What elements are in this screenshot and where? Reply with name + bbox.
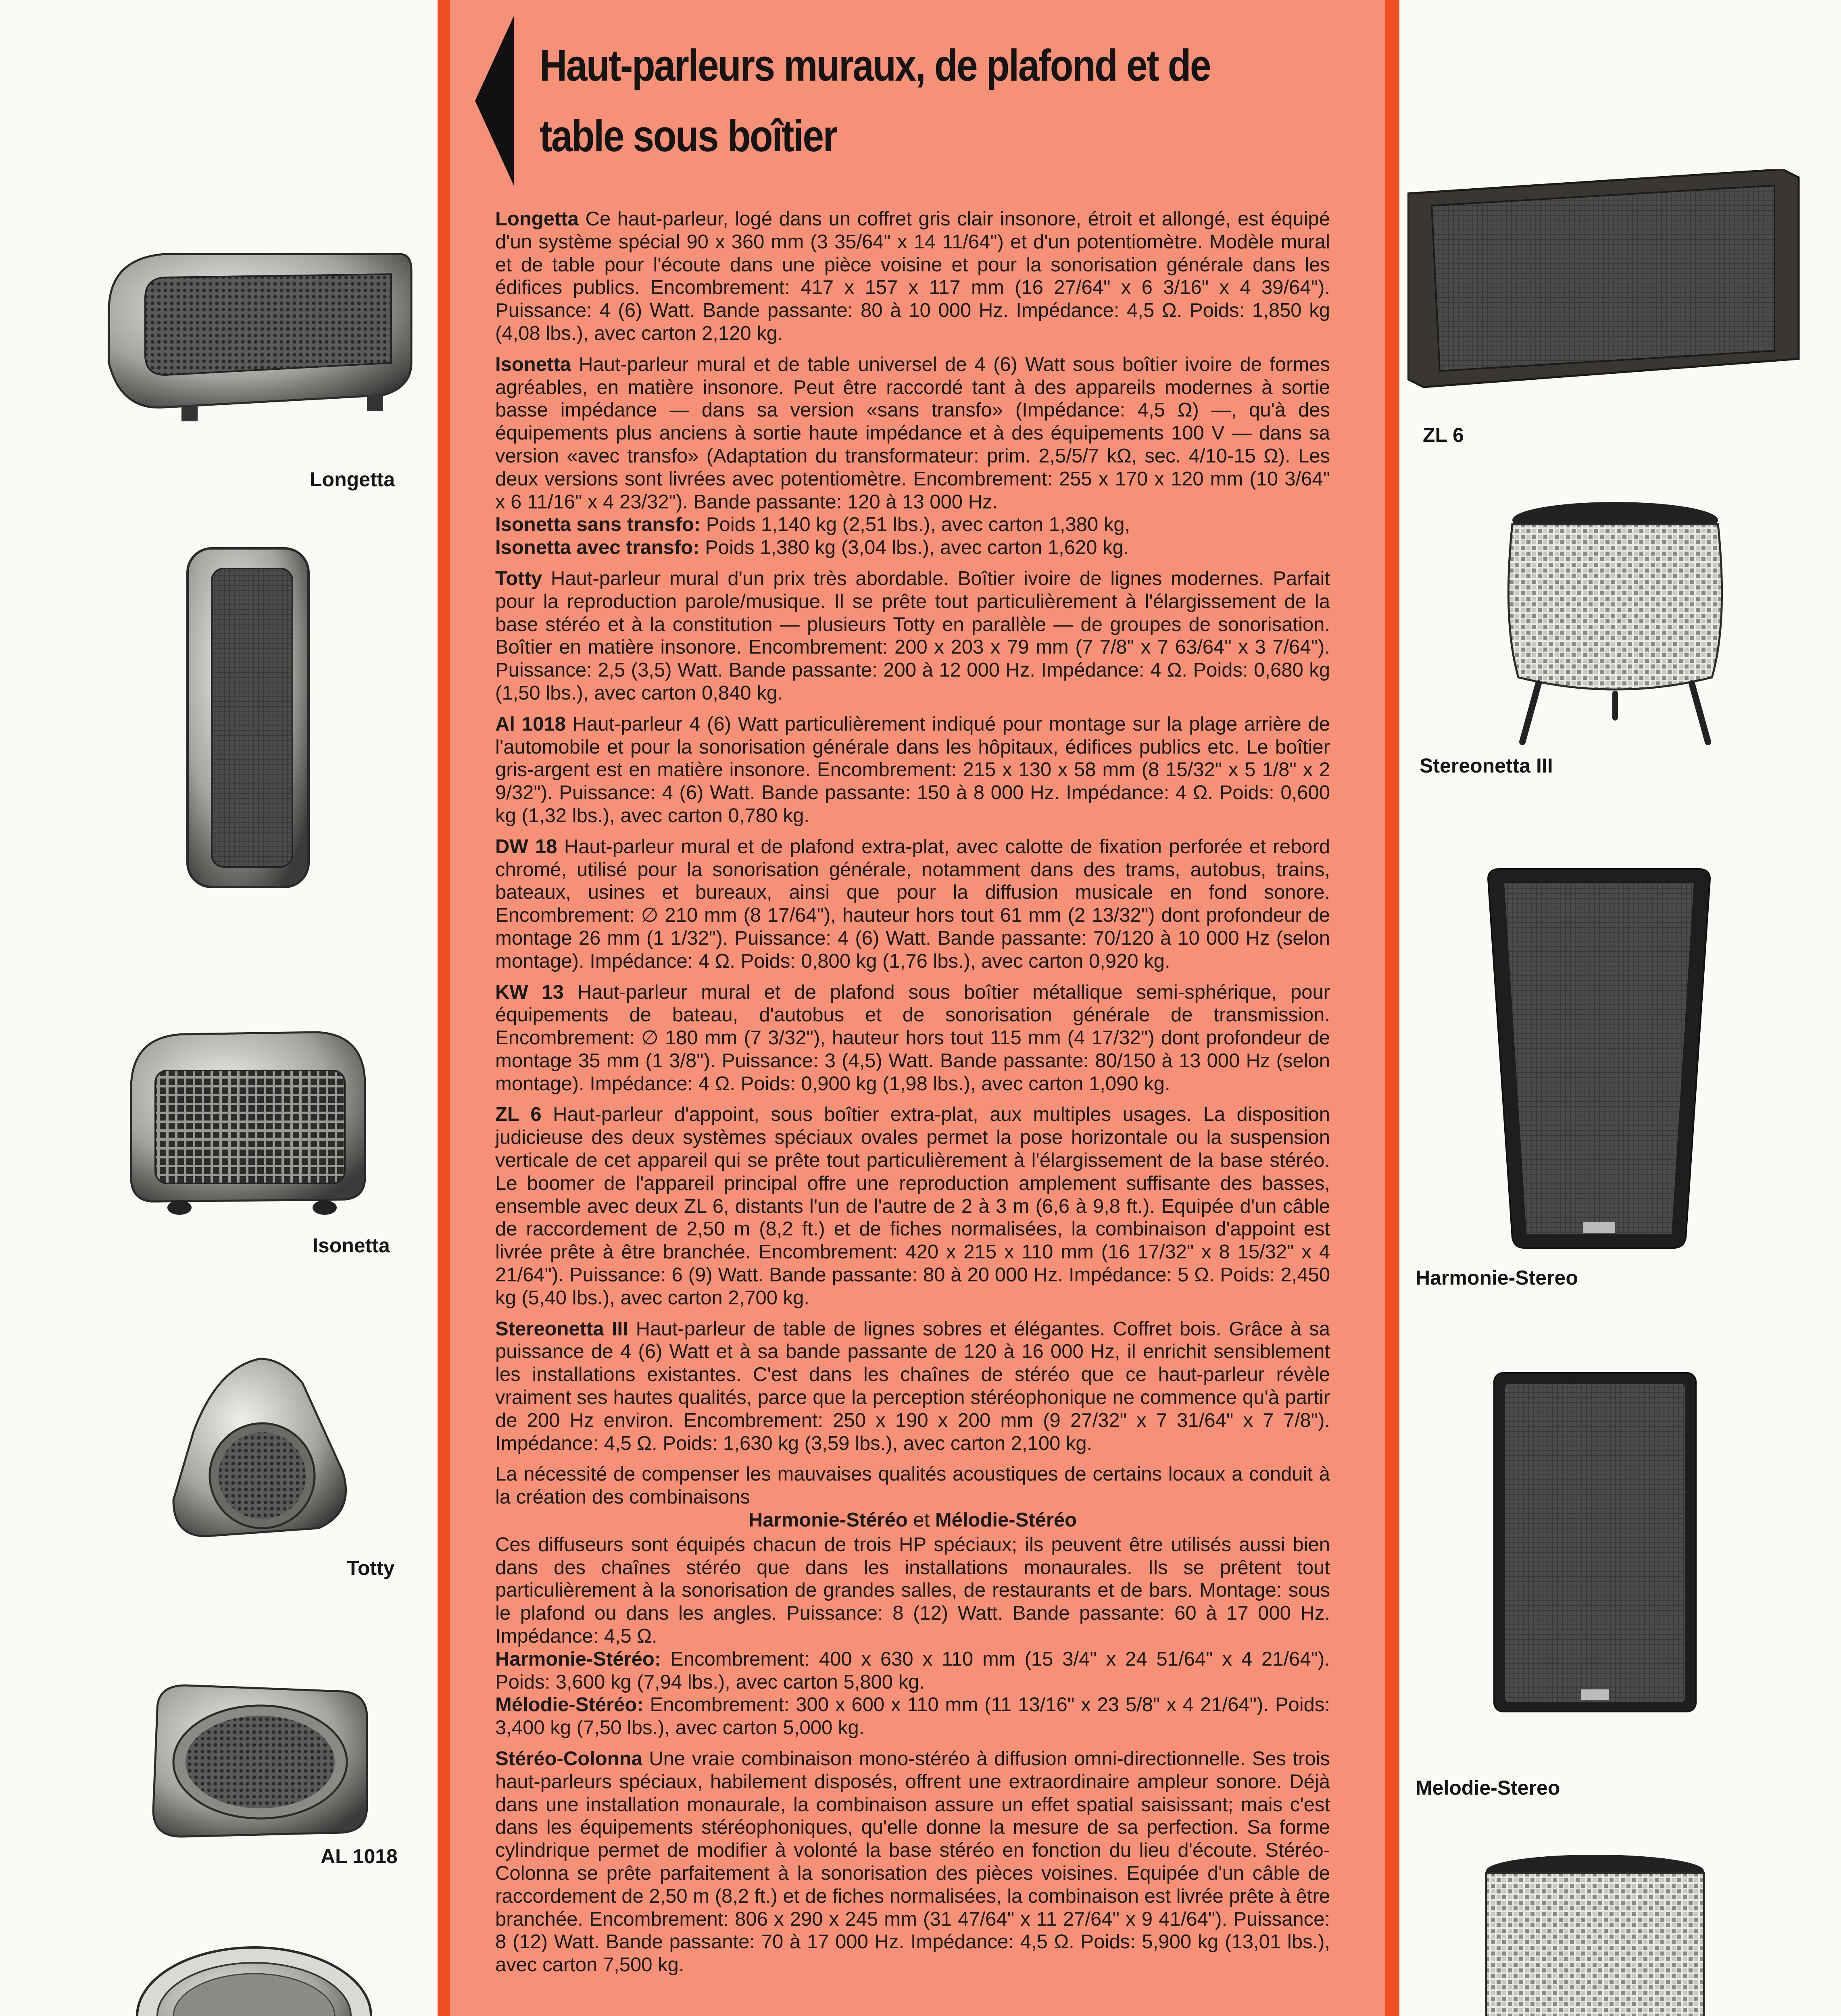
product-dw18 bbox=[133, 1943, 375, 2016]
product-harmonie bbox=[1476, 867, 1722, 1250]
page-title bbox=[540, 30, 1233, 171]
paragraph-dw18: DW 18 Haut-parleur mural et de plafond extra-plat, avec calotte de fixation perforée et rebord chromé, utilisé pour la sonorisation générale, notamment dans des trams, autobus, trains, bateaux, usines et bureaux, ainsi que pour la diffusion musicale en fond sonore. Encombrement: ∅ 210 mm (8 17/64"), hauteur hors tout 61 mm (2 13/32") dont profondeur de montage 26 mm (1 1/32"). Puissance: 4 (6) Watt. Bande passante: 70/120 à 10 000 Hz (selon montage). Impédance: 4 Ω. Poids: 0,800 kg (1,76 lbs.), avec carton 0,920 kg. bbox=[495, 835, 1330, 972]
product-name: KW 13 bbox=[495, 981, 564, 1003]
product-name: Stéréo-Colonna bbox=[495, 1748, 642, 1770]
product-melodie bbox=[1492, 1371, 1698, 1714]
paragraph-zl6: ZL 6 Haut-parleur d'appoint, sous boîtier extra-plat, aux multiples usages. La disposition judicieuse des deux systèmes spéciaux ovales permet la pose horizontale ou la suspension verticale de cet appareil qui se prête tout particulièrement à l'élargissement de la base stéréo. Le boomer de l'appareil principal offre une reproduction amplement suffisante des basses, ensemble avec deux ZL 6, distants l'un de l'autre de 2 à 3 m (6,6 à 9,8 ft.). Equipée d'un câble de raccordement de 2,50 m (8,2 ft.) et de fiches normalisées, la combinaison d'appoint est livrée prête à être branchée. Encombrement: 420 x 215 x 110 mm (16 17/32" x 8 15/32" x 4 21/64"). Puissance: 6 (9) Watt. Bande passante: 80 à 20 000 Hz. Impédance: 5 Ω. Poids: 2,450 kg (5,40 lbs.), avec carton 2,700 kg. bbox=[495, 1104, 1330, 1309]
product-name: Longetta bbox=[495, 208, 579, 230]
title-line-2: table sous boîtier bbox=[540, 111, 837, 161]
paragraph-isonetta: Isonetta Haut-parleur mural et de table universel de 4 (6) Watt sous boîtier ivoire de formes agréables, en matière insonore. Peut être raccordé tant à des appareils modernes à sortie basse impédance — dans sa version «sans transfo» (Impédance: 4,5 Ω) —, qu'à des équipements plus anciens à sortie haute impédance et à des équipements 100 V — dans sa version «avec transfo» (Adaptation du transformateur: prim. 2,5/5/7 kΩ, sec. 4/10-15 Ω). Les deux versions sont livrées avec potentiomètre. Encombrement: 255 x 170 x 120 mm (10 3/64" x 6 11/16" x 4 23/32"). Bande passante: 120 à 13 000 Hz. bbox=[495, 353, 1330, 513]
colonna-speaker-icon bbox=[1462, 1855, 1720, 2016]
product-name: Isonetta bbox=[495, 353, 571, 375]
title-line-1: Haut-parleurs muraux, de plafond et de bbox=[540, 41, 1210, 90]
caption-melodie: Melodie-Stereo bbox=[1416, 1776, 1560, 1799]
isonetta-speaker-icon bbox=[183, 544, 313, 891]
product-stereonetta bbox=[1486, 500, 1744, 750]
melodie-speaker-icon bbox=[1492, 1371, 1698, 1714]
caption-stereonetta: Stereonetta III bbox=[1420, 754, 1553, 777]
product-colonna bbox=[1462, 1855, 1720, 2016]
paragraph-harmonie: Harmonie-Stéréo: Encombrement: 400 x 630 x 110 mm (15 3/4" x 24 51/64" x 4 21/64"). Poids: 3,600 kg (7,94 lbs.), avec carton 5,800 kg. bbox=[495, 1648, 1330, 1693]
product-isonetta bbox=[123, 1024, 373, 1218]
paragraph-stereonetta: Stereonetta III Haut-parleur de table de lignes sobres et élégantes. Coffret bois. Grâce à sa puissance de 4 (6) Watt et à sa bande passante de 120 à 16 000 Hz, il enrichit sensiblement les installations existantes. C'est dans les chaînes de stéréo que ce haut-parleur révèle vraiment ses hautes qualités, parce que la perception stéréophonique ne commence qu'à partir de 200 Hz environ. Encombrement: 250 x 190 x 200 mm (9 27/32" x 7 31/64" x 7 7/8"). Impédance: 4,5 Ω. Poids: 1,630 kg (3,59 lbs.), avec carton 2,100 kg. bbox=[495, 1318, 1330, 1454]
product-name: Totty bbox=[495, 567, 542, 589]
totty-speaker-icon bbox=[165, 1351, 355, 1544]
paragraph-isonetta-avec: Isonetta avec transfo: Poids 1,380 kg (3,04 lbs.), avec carton 1,620 kg. bbox=[495, 537, 1129, 559]
isonetta-table-speaker-icon bbox=[123, 1024, 373, 1218]
paragraph-combinaisons: Ces diffuseurs sont équipés chacun de trois HP spéciaux; ils peuvent être utilisés aussi bien dans des chaînes stéréo que dans les installations monaurales. Ils se prêtent tout particulièrement à la sonorisation de grandes salles, de restaurants et de bars. Montage: sous le plafond ou dans les angles. Puissance: 8 (12) Watt. Bande passante: 60 à 17 000 Hz. Impédance: 4,5 Ω. bbox=[495, 1533, 1330, 1647]
product-name: Isonetta sans transfo: bbox=[495, 514, 701, 536]
product-name: Stereonetta III bbox=[495, 1318, 628, 1340]
caption-totty: Totty bbox=[347, 1557, 395, 1579]
caption-al1018: AL 1018 bbox=[321, 1845, 398, 1868]
paragraph-longetta: Longetta Ce haut-parleur, logé dans un coffret gris clair insonore, étroit et allongé, est équipé d'un système spécial 90 x 360 mm (3 35/64" x 14 11/64") et d'un potentiomètre. Modèle mural et de table pour l'écoute dans une pièce voisine et pour la sonorisation générale dans les édifices publics. Encombrement: 417 x 157 x 117 mm (16 27/64" x 6 3/16" x 4 39/64"). Puissance: 4 (6) Watt. Bande passante: 80 à 10 000 Hz. Impédance: 4,5 Ω. Poids: 1,850 kg (4,08 lbs.), avec carton 2,120 kg. bbox=[495, 208, 1330, 344]
product-name: DW 18 bbox=[495, 835, 557, 858]
caption-longetta: Longetta bbox=[310, 468, 395, 491]
product-isonetta-vertical bbox=[183, 544, 313, 891]
al1018-speaker-icon bbox=[141, 1677, 375, 1843]
paragraph-colonna: Stéréo-Colonna Une vraie combinaison mono-stéréo à diffusion omni-directionnelle. Ses trois haut-parleurs spéciaux, habilement disposés, offrent une extraordinaire ampleur sonore. Déjà dans une installation monaurale, la combinaison assure un effet spatial saisissant; mais c'est dans les équipements stéréophoniques, qu'elle donne la mesure de sa perfection. Sa forme cylindrique permet de modifier à volonté la base stéréo en fonction du lieu d'écoute. Stéréo-Colonna se prête parfaitement à la sonorisation des pièces voisines. Equipée d'un câble de raccordement de 2,50 m (8,2 ft.) et de fiches normalisées, la combinaison est livrée prête à être branchée. Encombrement: 806 x 290 x 245 mm (31 47/64" x 11 27/64" x 9 41/64"). Puissance: 8 (12) Watt. Bande passante: 70 à 17 000 Hz. Impédance: 4,5 Ω. Poids: 5,900 kg (13,01 lbs.), avec carton 7,500 kg. bbox=[495, 1748, 1330, 1976]
paragraph-combinaisons-intro: La nécessité de compenser les mauvaises qualités acoustiques de certains locaux a conduit à la création des combinaisons bbox=[495, 1463, 1330, 1508]
product-name: ZL 6 bbox=[495, 1104, 542, 1126]
paragraph-melodie: Mélodie-Stéréo: Encombrement: 300 x 600 x 110 mm (11 13/16" x 23 5/8" x 4 21/64"). Poids: 3,400 kg (7,50 lbs.), avec carton 5,000 kg. bbox=[495, 1694, 1330, 1739]
product-name: Mélodie-Stéréo: bbox=[495, 1694, 644, 1716]
product-longetta bbox=[85, 242, 415, 427]
product-totty bbox=[165, 1351, 355, 1544]
paragraph-kw13: KW 13 Haut-parleur mural et de plafond sous boîtier métallique semi-sphérique, pour équipements de bateau, d'autobus et de sonorisation générale de transmission. Encombrement: ∅ 180 mm (7 3/32"), hauteur hors tout 115 mm (4 17/32") dont profondeur de montage 35 mm (1 3/8"). Puissance: 3 (4,5) Watt. Bande passante: 80/150 à 13 000 Hz (selon montage). Impédance: 4 Ω. Poids: 0,900 kg (1,98 lbs.), avec carton 1,090 kg. bbox=[495, 981, 1330, 1095]
product-name: Al 1018 bbox=[495, 713, 566, 735]
product-zl6 bbox=[1407, 169, 1803, 391]
product-name: Isonetta avec transfo: bbox=[495, 537, 700, 559]
combinaisons-heading: Harmonie-Stéréo et Mélodie-Stéréo bbox=[748, 1509, 1077, 1531]
harmonie-speaker-icon bbox=[1476, 867, 1722, 1250]
stereonetta-speaker-icon bbox=[1486, 500, 1744, 750]
left-arrow-icon bbox=[475, 16, 514, 185]
caption-isonetta: Isonetta bbox=[313, 1234, 390, 1257]
paragraph-al1018: Al 1018 Haut-parleur 4 (6) Watt particulièrement indiqué pour montage sur la plage arrière de l'automobile et pour la sonorisation générale dans les hôpitaux, édifices publics etc. Le boîtier gris-argent est en matière insonore. Encombrement: 215 x 130 x 58 mm (8 15/32" x 5 1/8" x 2 9/32"). Puissance: 4 (6) Watt. Bande passante: 150 à 8 000 Hz. Impédance: 4 Ω. Poids: 0,600 kg (1,32 lbs.), avec carton 0,780 kg. bbox=[495, 713, 1330, 827]
paragraph-isonetta-sans: Isonetta sans transfo: Poids 1,140 kg (2,51 lbs.), avec carton 1,380 kg, bbox=[495, 514, 1130, 536]
product-name: Harmonie-Stéréo: bbox=[495, 1648, 661, 1670]
article-body bbox=[495, 208, 1330, 1985]
caption-harmonie: Harmonie-Stereo bbox=[1416, 1266, 1578, 1289]
zl6-speaker-icon bbox=[1407, 169, 1803, 391]
caption-zl6: ZL 6 bbox=[1423, 424, 1464, 446]
longetta-speaker-icon bbox=[85, 242, 415, 427]
dw18-speaker-icon bbox=[133, 1943, 375, 2016]
paragraph-totty: Totty Haut-parleur mural d'un prix très abordable. Boîtier ivoire de lignes modernes. Parfait pour la reproduction parole/musique. Il se prête tout particulièrement à l'élargissement de la base stéréo et à la constitution — plusieurs Totty en parallèle — de groupes de sonorisation. Boîtier en matière insonore. Encombrement: 200 x 203 x 79 mm (7 7/8" x 7 63/64" x 3 7/64"). Puissance: 2,5 (3,5) Watt. Bande passante: 200 à 12 000 Hz. Impédance: 4 Ω. Poids: 0,680 kg (1,50 lbs.), avec carton 0,840 kg. bbox=[495, 567, 1330, 704]
product-al1018 bbox=[141, 1677, 375, 1843]
